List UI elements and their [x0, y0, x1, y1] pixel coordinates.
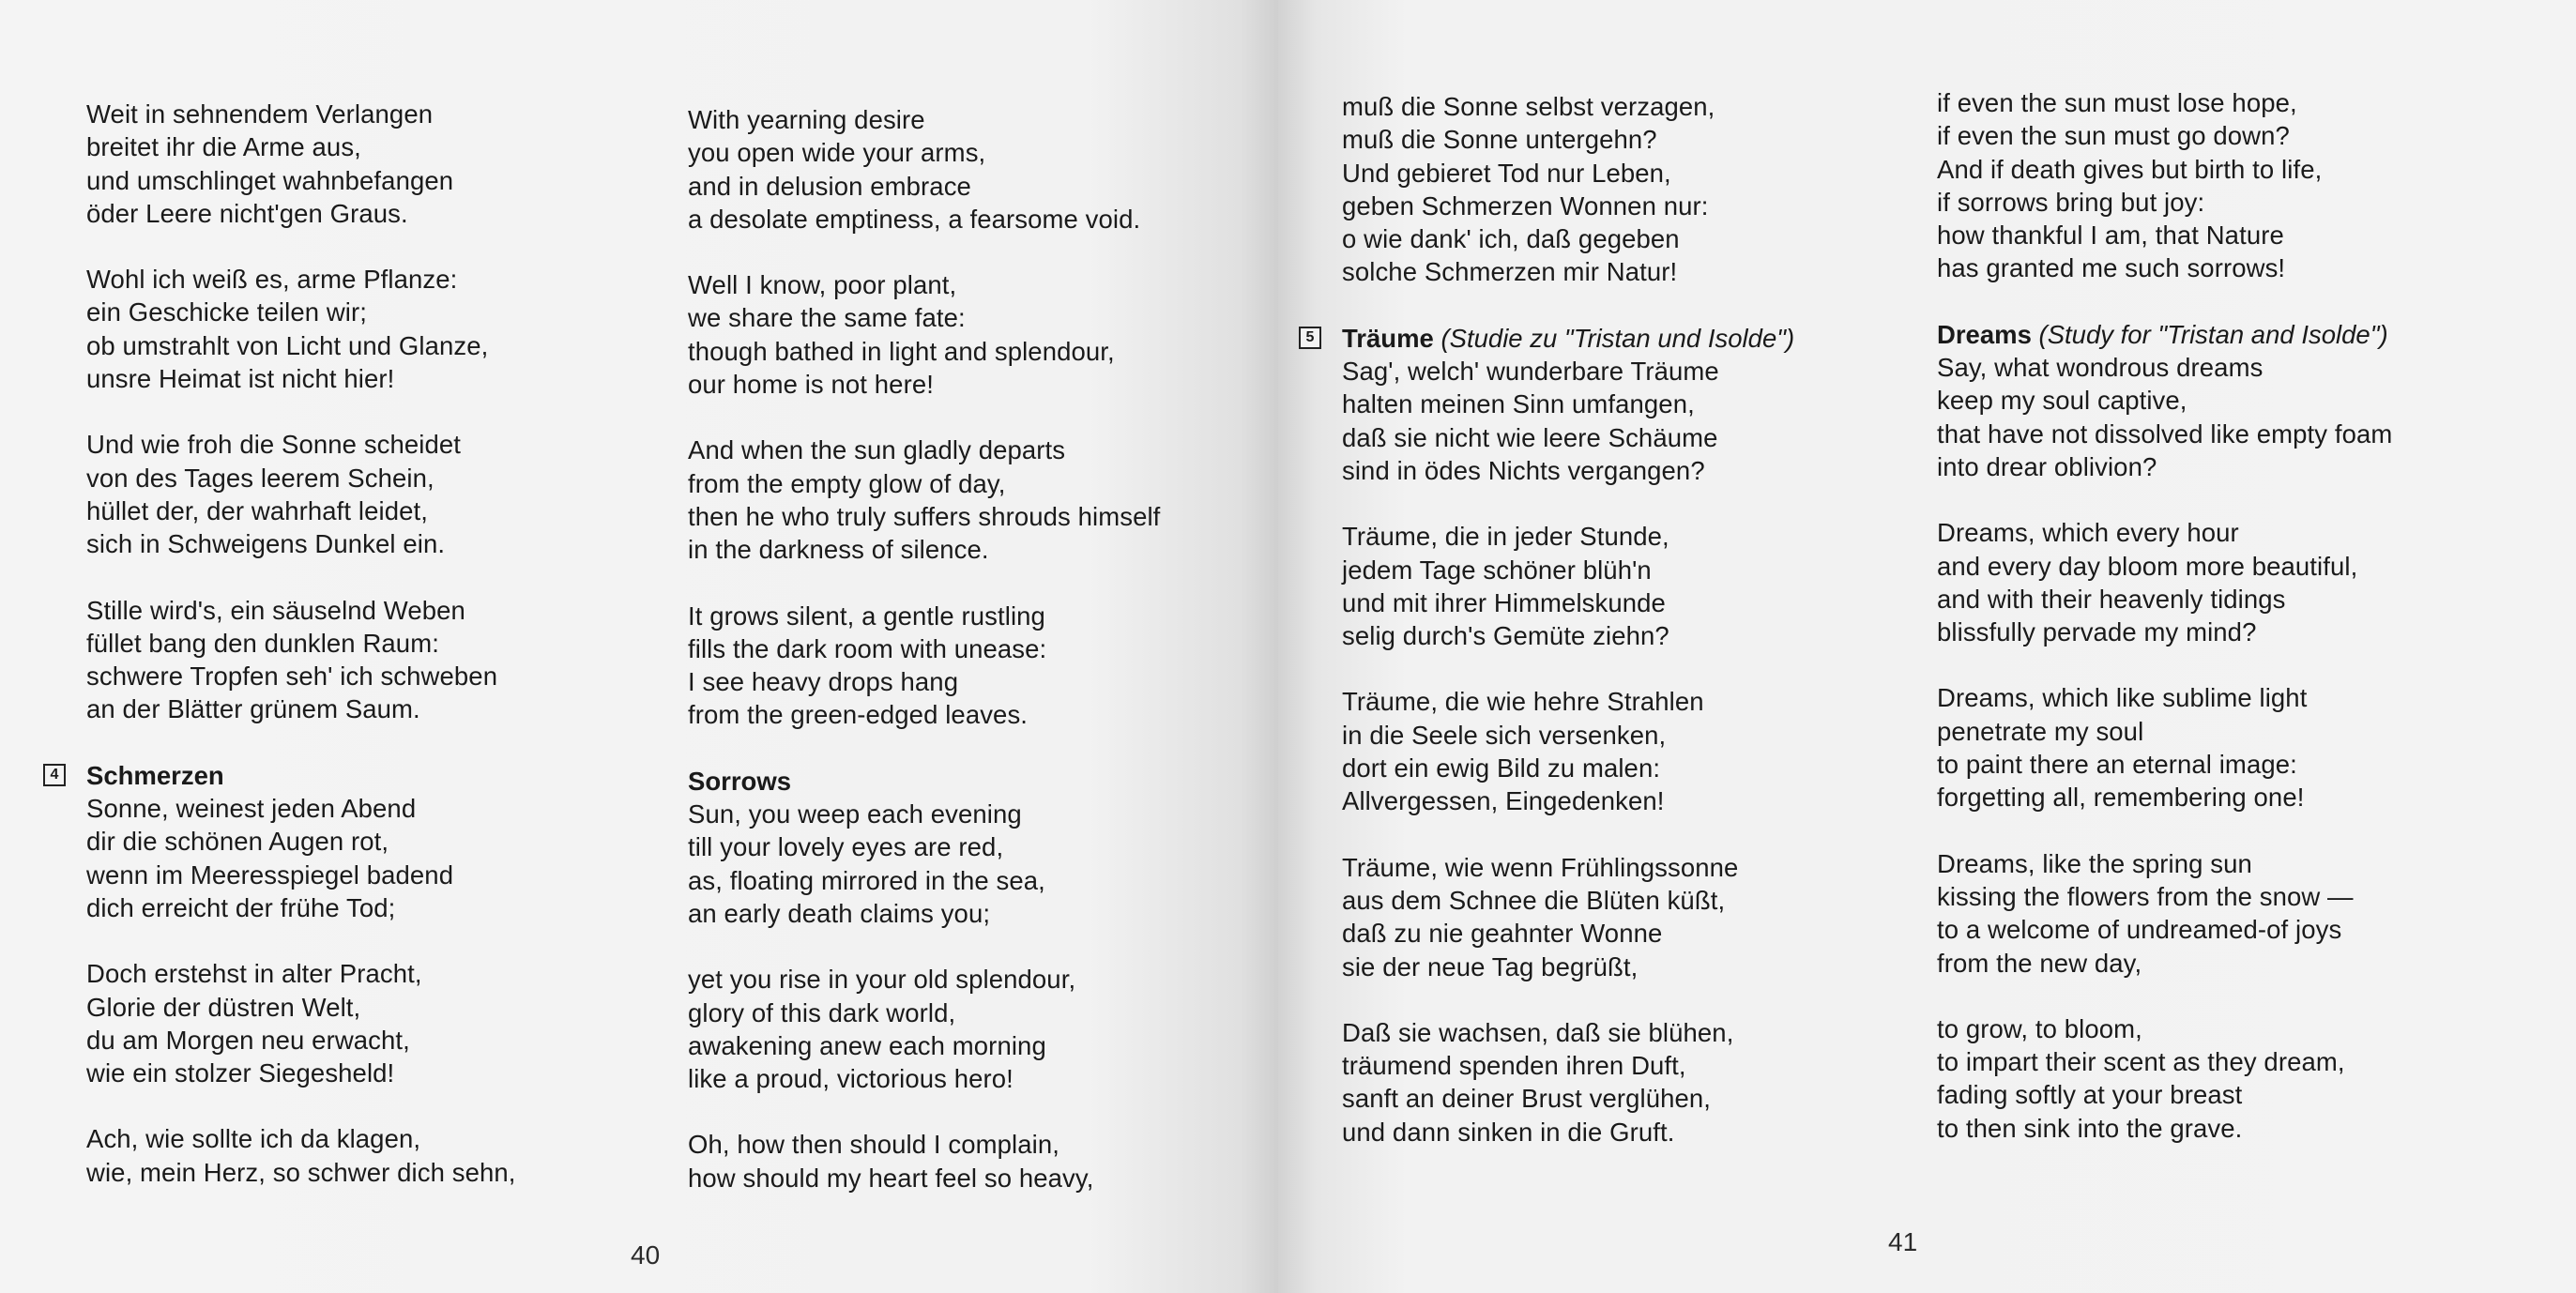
left-page: [0, 0, 1278, 1293]
verse-line: und mit ihrer Himmelskunde: [1342, 587, 1666, 617]
verse-line: and in delusion embrace: [688, 171, 971, 201]
verse-line: to a welcome of undreamed-of joys: [1937, 915, 2342, 945]
song-heading: [1305, 322, 1795, 355]
verse-line: muß die Sonne selbst verzagen,: [1342, 92, 1715, 121]
verse-line: as, floating mirrored in the sea,: [688, 865, 1045, 895]
stanza: [86, 428, 516, 560]
stanza: [688, 1128, 1160, 1194]
verse-line: Sag', welch' wunderbare Träume: [1342, 357, 1719, 387]
verse-line: jedem Tage schöner blüh'n: [1342, 555, 1652, 585]
verse-line: Dreams, which every hour: [1937, 518, 2239, 548]
verse-line: I see heavy drops hang: [688, 667, 959, 697]
song-title: Träume: [1342, 323, 1434, 353]
verse-line: Daß sie wachsen, daß sie blühen,: [1342, 1017, 1734, 1047]
stanza: [1342, 685, 1794, 817]
song-title: Dreams: [1937, 319, 2032, 349]
verse-line: Stille wird's, ein säuselnd Weben: [86, 595, 465, 625]
verse-line: Allvergessen, Eingedenken!: [1342, 786, 1665, 816]
stanza: [1937, 681, 2392, 814]
song-title: Sorrows: [688, 766, 792, 796]
verse-line: öder Leere nicht'gen Graus.: [86, 198, 408, 228]
song-subtitle: (Study for "Tristan and Isolde"): [2038, 319, 2388, 349]
verse-line: träumend spenden ihren Duft,: [1342, 1051, 1686, 1081]
stanza: [1342, 1016, 1794, 1148]
song-subtitle: (Studie zu "Tristan und Isolde"): [1440, 323, 1795, 353]
verse-line: sanft an deiner Brust verglühen,: [1342, 1084, 1712, 1114]
stanza: [86, 98, 516, 230]
verse-line: Und gebieret Tod nur Leben,: [1342, 158, 1671, 188]
right-page: [1278, 0, 2576, 1293]
verse-line: halten meinen Sinn umfangen,: [1342, 389, 1695, 419]
verse-line: Well I know, poor plant,: [688, 270, 957, 300]
verse-line: blissfully pervade my mind?: [1937, 617, 2257, 647]
verse-line: an early death claims you;: [688, 898, 991, 928]
verse-line: like a proud, victorious hero!: [688, 1064, 1014, 1094]
verse-line: ein Geschicke teilen wir;: [86, 297, 368, 327]
verse-line: selig durch's Gemüte ziehn?: [1342, 621, 1669, 651]
verse-line: though bathed in light and splendour,: [688, 336, 1115, 366]
left-english-column: [688, 103, 1160, 1227]
stanza: [86, 594, 516, 726]
stanza: [86, 1122, 516, 1189]
stanza: [86, 957, 516, 1089]
stanza: [1937, 847, 2392, 980]
song-heading: [50, 759, 516, 792]
stanza: [1937, 86, 2392, 285]
verse-line: hüllet der, der wahrhaft leidet,: [86, 495, 428, 525]
verse-line: till your lovely eyes are red,: [688, 832, 1004, 862]
verse-line: füllet bang den dunklen Raum:: [86, 628, 439, 658]
verse-line: wenn im Meeresspiegel badend: [86, 859, 454, 890]
verse-line: dort ein ewig Bild zu malen:: [1342, 753, 1661, 783]
verse-line: Wohl ich weiß es, arme Pflanze:: [86, 265, 458, 295]
verse-line: kissing the flowers from the snow —: [1937, 881, 2354, 911]
verse-line: Sonne, weinest jeden Abend: [86, 794, 417, 824]
verse-line: du am Morgen neu erwacht,: [86, 1025, 410, 1055]
verse-line: sich in Schweigens Dunkel ein.: [86, 529, 446, 559]
verse-line: muß die Sonne untergehn?: [1342, 125, 1657, 155]
verse-line: then he who truly suffers shrouds himself: [688, 501, 1161, 531]
verse-line: Träume, die in jeder Stunde,: [1342, 522, 1669, 552]
verse-line: Doch erstehst in alter Pracht,: [86, 959, 422, 989]
verse-line: and with their heavenly tidings: [1937, 584, 2286, 614]
verse-line: you open wide your arms,: [688, 138, 986, 168]
verse-line: has granted me such sorrows!: [1937, 253, 2286, 283]
verse-line: from the green-edged leaves.: [688, 700, 1029, 730]
verse-line: schwere Tropfen seh' ich schweben: [86, 662, 498, 692]
stanza: [1342, 90, 1794, 289]
verse-line: to impart their scent as they dream,: [1937, 1047, 2345, 1077]
stanza: [688, 268, 1160, 401]
song-title: Schmerzen: [86, 760, 224, 790]
verse-line: into drear oblivion?: [1937, 451, 2157, 481]
track-number-badge: 5: [1299, 327, 1321, 349]
verse-line: dir die schönen Augen rot,: [86, 827, 389, 857]
stanza: [688, 765, 1160, 930]
verse-line: dich erreicht der frühe Tod;: [86, 892, 396, 922]
verse-line: daß zu nie geahnter Wonne: [1342, 919, 1663, 949]
verse-line: o wie dank' ich, daß gegeben: [1342, 224, 1680, 254]
verse-line: from the new day,: [1937, 948, 2142, 978]
stanza: [1342, 851, 1794, 983]
verse-line: yet you rise in your old splendour,: [688, 965, 1076, 995]
verse-line: to paint there an eternal image:: [1937, 750, 2297, 780]
verse-line: fills the dark room with unease:: [688, 633, 1047, 663]
page-number-right: 41: [1888, 1227, 1918, 1256]
verse-line: our home is not here!: [688, 370, 934, 400]
stanza: [688, 600, 1160, 732]
verse-line: sie der neue Tag begrüßt,: [1342, 951, 1639, 981]
verse-line: unsre Heimat ist nicht hier!: [86, 364, 395, 394]
verse-line: forgetting all, remembering one!: [1937, 783, 2305, 813]
verse-line: Glorie der düstren Welt,: [86, 992, 361, 1022]
song-heading: [688, 765, 1160, 798]
verse-line: to grow, to bloom,: [1937, 1013, 2142, 1043]
verse-line: ob umstrahlt von Licht und Glanze,: [86, 330, 489, 360]
stanza: [688, 963, 1160, 1095]
verse-line: if sorrows bring but joy:: [1937, 187, 2205, 217]
verse-line: Oh, how then should I complain,: [688, 1130, 1059, 1160]
verse-line: breitet ihr die Arme aus,: [86, 132, 361, 162]
verse-line: With yearning desire: [688, 105, 925, 134]
verse-line: geben Schmerzen Wonnen nur:: [1342, 190, 1709, 221]
page-number-left: 40: [631, 1240, 661, 1270]
verse-line: wie, mein Herz, so schwer dich sehn,: [86, 1157, 516, 1187]
verse-line: keep my soul captive,: [1937, 386, 2187, 416]
verse-line: how should my heart feel so heavy,: [688, 1163, 1094, 1193]
verse-line: und umschlinget wahnbefangen: [86, 165, 454, 195]
verse-line: und dann sinken in die Gruft.: [1342, 1117, 1675, 1147]
stanza: [50, 759, 516, 924]
verse-line: from the empty glow of day,: [688, 468, 1006, 498]
verse-line: if even the sun must go down?: [1937, 121, 2290, 151]
verse-line: Ach, wie sollte ich da klagen,: [86, 1124, 421, 1154]
verse-line: Say, what wondrous dreams: [1937, 353, 2264, 383]
verse-line: It grows silent, a gentle rustling: [688, 601, 1045, 631]
verse-line: Träume, die wie hehre Strahlen: [1342, 687, 1704, 717]
verse-line: Weit in sehnendem Verlangen: [86, 99, 434, 129]
verse-line: that have not dissolved like empty foam: [1937, 418, 2393, 449]
verse-line: Sun, you weep each evening: [688, 799, 1022, 829]
verse-line: how thankful I am, that Nature: [1937, 221, 2284, 251]
verse-line: fading softly at your breast: [1937, 1080, 2243, 1110]
track-number-badge: 4: [43, 764, 66, 786]
verse-line: And when the sun gladly departs: [688, 435, 1066, 465]
verse-line: wie ein stolzer Siegesheld!: [86, 1058, 395, 1088]
stanza: [1305, 322, 1795, 487]
verse-line: Dreams, which like sublime light: [1937, 683, 2308, 713]
verse-line: Träume, wie wenn Frühlingssonne: [1342, 852, 1739, 882]
verse-line: Und wie froh die Sonne scheidet: [86, 430, 462, 460]
verse-line: daß sie nicht wie leere Schäume: [1342, 422, 1718, 452]
verse-line: a desolate emptiness, a fearsome void.: [688, 204, 1141, 234]
left-german-column: [50, 98, 516, 1222]
verse-line: aus dem Schnee die Blüten küßt,: [1342, 885, 1726, 915]
stanza: [1937, 1012, 2392, 1145]
verse-line: we share the same fate:: [688, 303, 966, 333]
stanza: [1937, 516, 2392, 648]
stanza: [1937, 318, 2392, 483]
verse-line: Dreams, like the spring sun: [1937, 848, 2252, 878]
verse-line: and every day bloom more beautiful,: [1937, 551, 2358, 581]
verse-line: if even the sun must lose hope,: [1937, 88, 2297, 117]
verse-line: glory of this dark world,: [688, 997, 956, 1027]
stanza: [688, 103, 1160, 236]
verse-line: to then sink into the grave.: [1937, 1113, 2243, 1143]
verse-line: in die Seele sich versenken,: [1342, 720, 1667, 750]
verse-line: in the darkness of silence.: [688, 535, 989, 565]
verse-line: an der Blätter grünem Saum.: [86, 694, 420, 724]
verse-line: sind in ödes Nichts vergangen?: [1342, 455, 1705, 485]
verse-line: von des Tages leerem Schein,: [86, 463, 434, 493]
right-english-column: [1937, 86, 2392, 1178]
stanza: [86, 263, 516, 395]
song-heading: [1937, 318, 2392, 351]
verse-line: solche Schmerzen mir Natur!: [1342, 257, 1678, 287]
stanza: [688, 434, 1160, 566]
verse-line: penetrate my soul: [1937, 716, 2144, 746]
verse-line: awakening anew each morning: [688, 1030, 1046, 1060]
verse-line: And if death gives but birth to life,: [1937, 154, 2323, 184]
stanza: [1342, 520, 1794, 652]
right-german-column: [1305, 90, 1795, 1181]
